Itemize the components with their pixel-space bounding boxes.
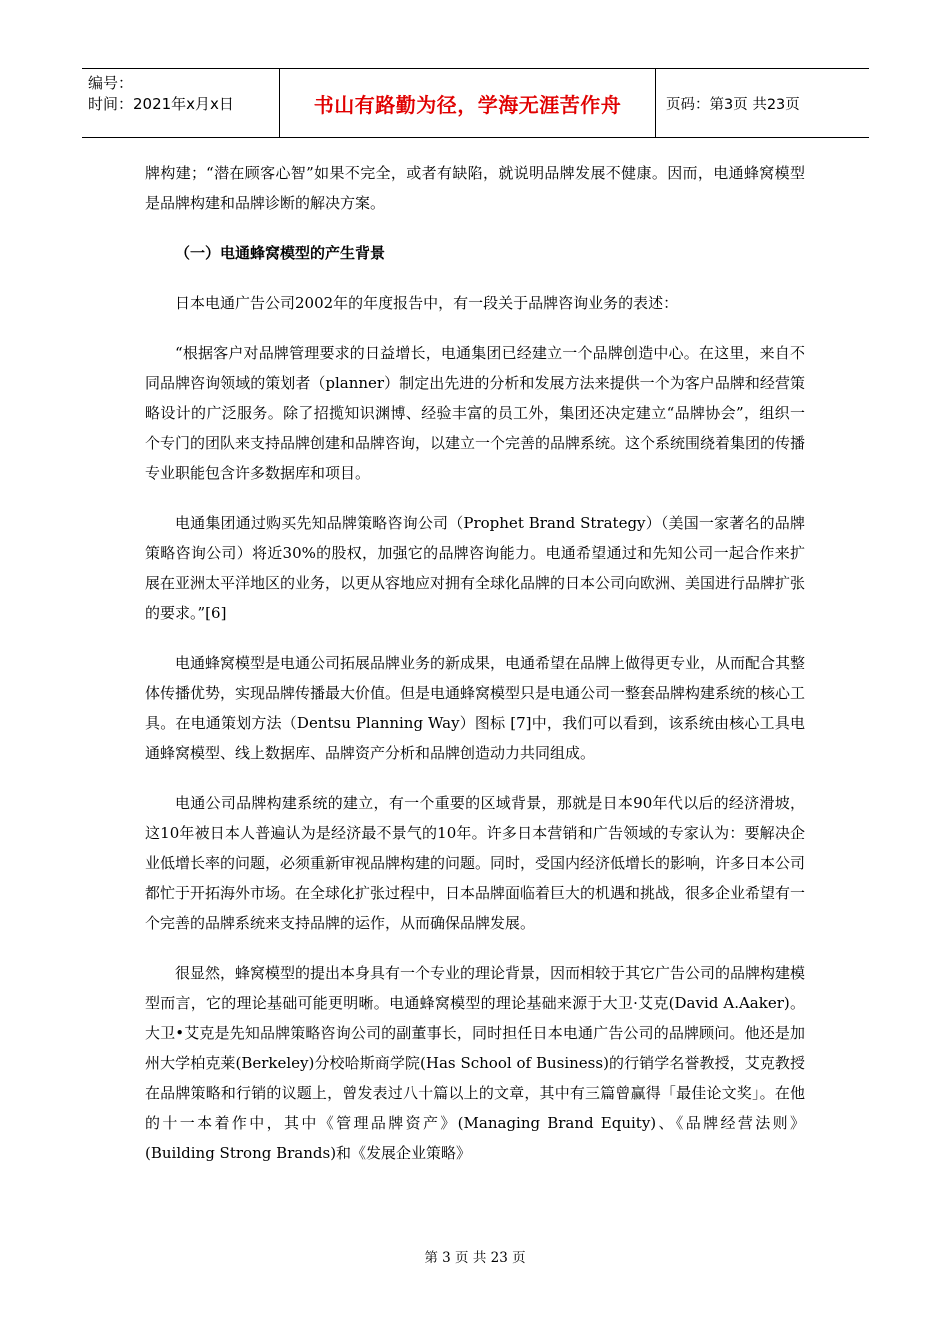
header-motto: 书山有路勤为径，学海无涯苦作舟 [313,92,622,117]
paragraph: 很显然，蜂窝模型的提出本身具有一个专业的理论背景，因而相较于其它广告公司的品牌构建模型而言，它的理论基础可能更明晰。电通蜂窝模型的理论基础来源于大卫·艾克(David A.Aaker)。大卫•艾克是先知品牌策略咨询公司的副董事长，同时担任日本电通广告公司的品牌顾问。他还是加州大学柏克莱(Berkeley)分校哈斯商学院(Has School of Business)的行销学名誉教授，艾克教授在品牌策略和行销的议题上，曾发表过八十篇以上的文章，其中有三篇曾赢得「最佳论文奖」。在他的十一本着作中，其中《管理品牌资产》(Managing Brand Equity)、《品牌经营法则》(Building Strong Brands)和《发展企业策略》 [145,964,806,1162]
header-motto-cell [280,69,656,137]
paragraph-continuation: 牌构建；“潜在顾客心智”如果不完全，或者有缺陷，就说明品牌发展不健康。因而，电通蜂窝模型是品牌构建和品牌诊断的解决方案。 [145,164,805,212]
paragraph-quote: “根据客户对品牌管理要求的日益增长，电通集团已经建立一个品牌创造中心。在这里，来自不同品牌咨询领域的策划者（planner）制定出先进的分析和发展方法来提供一个为客户品牌和经营策略设计的广泛服务。除了招揽知识渊博、经验丰富的员工外，集团还决定建立“品牌协会”，组织一个专门的团队来支持品牌创建和品牌咨询，以建立一个完善的品牌系统。这个系统围绕着集团的传播专业职能包含许多数据库和项目。 [145,344,806,482]
header-page-info: 页码：第3页 共23页 [666,96,800,113]
paragraph: 电通蜂窝模型是电通公司拓展品牌业务的新成果，电通希望在品牌上做得更专业，从而配合其整体传播优势，实现品牌传播最大价值。但是电通蜂窝模型只是电通公司一整套品牌构建系统的核心工具。在电通策划方法（Dentsu Planning Way）图标 [7]中，我们可以看到，该系统由核心工具电通蜂窝模型、线上数据库、品牌资产分析和品牌创造动力共同组成。 [145,654,806,762]
document-date: 时间：2021年x月x日 [88,95,234,113]
header-page-info-cell [656,69,869,137]
page-header [82,68,869,138]
paragraph: 日本电通广告公司2002年的年度报告中，有一段关于品牌咨询业务的表述： [175,294,679,312]
page-footer: 第 3 页 共 23 页 [424,1250,526,1266]
paragraph: 电通公司品牌构建系统的建立，有一个重要的区域背景，那就是日本90年代以后的经济滑坡，这10年被日本人普遍认为是经济最不景气的10年。许多日本营销和广告领域的专家认为：要解决企业低增长率的问题，必须重新审视品牌构建的问题。同时，受国内经济低增长的影响，许多日本公司都忙于开拓海外市场。在全球化扩张过程中，日本品牌面临着巨大的机遇和挑战，很多企业希望有一个完善的品牌系统来支持品牌的运作，从而确保品牌发展。 [145,794,806,932]
paragraph-quote-continued: 电通集团通过购买先知品牌策略咨询公司（Prophet Brand Strategy）（美国一家著名的品牌策略咨询公司）将近30%的股权，加强它的品牌咨询能力。电通希望通过和先知公司一起合作来扩展在亚洲太平洋地区的业务，以更从容地应对拥有全球化品牌的日本公司向欧洲、美国进行品牌扩张的要求。”[6] [145,514,806,622]
section-heading: （一）电通蜂窝模型的产生背景 [175,244,386,262]
document-body [145,158,805,1168]
header-meta [82,69,280,137]
document-number-label: 编号： [88,74,134,92]
